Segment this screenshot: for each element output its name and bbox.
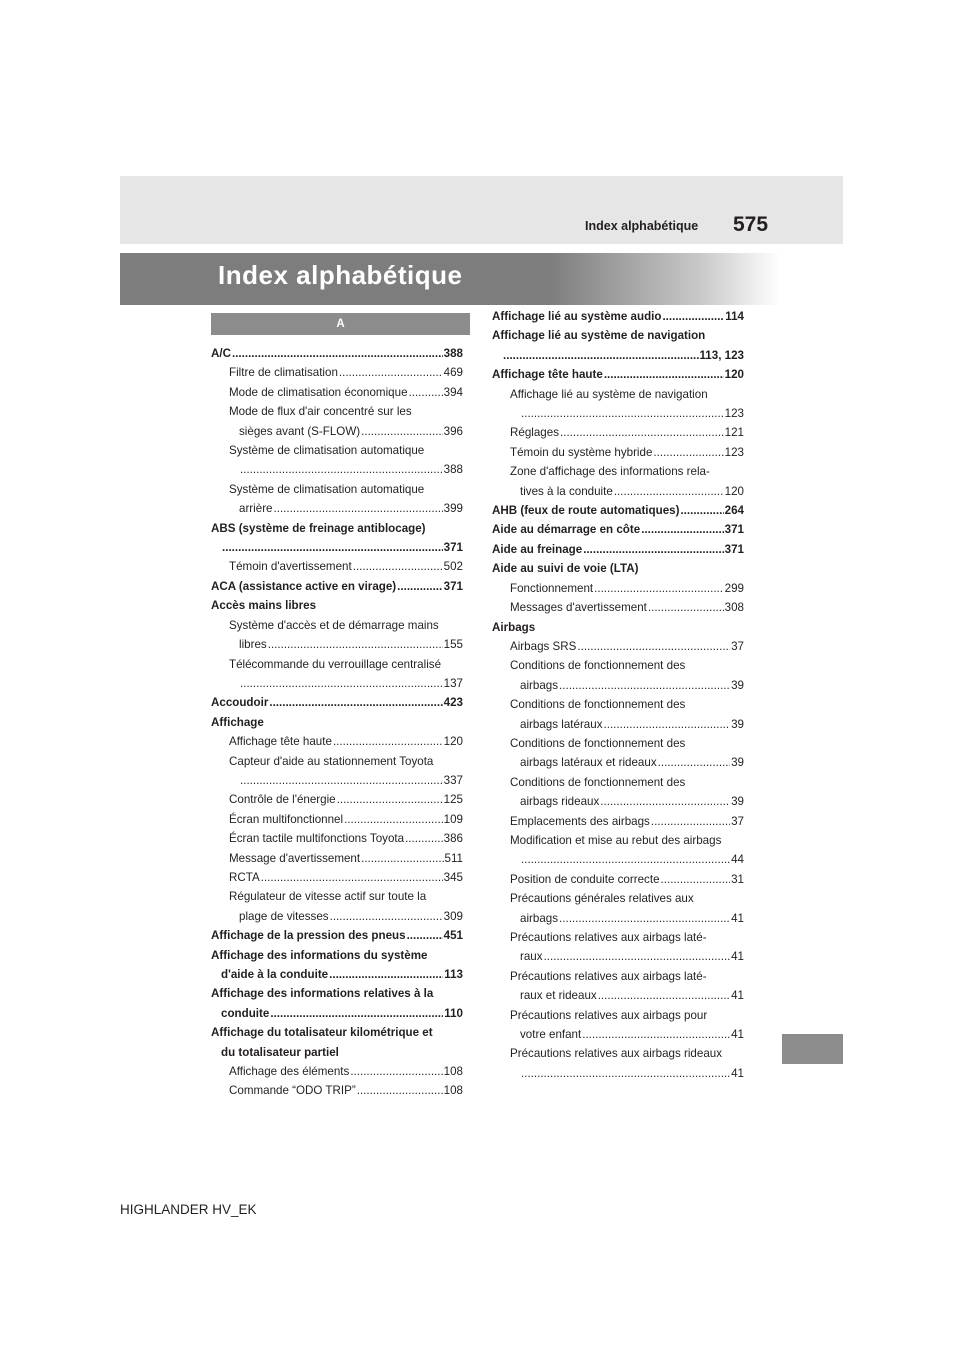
index-entry-text: libres	[239, 638, 267, 652]
dot-leader	[274, 499, 443, 518]
index-entry	[211, 790, 463, 809]
index-entry-page: 386	[443, 832, 463, 846]
index-entry-text: Témoin du système hybride	[510, 445, 653, 459]
index-entry-page: 31	[731, 872, 744, 886]
index-entry-text: Système de climatisation automatique	[229, 482, 425, 496]
index-entry-text: Affichage du totalisateur kilométrique et	[211, 1026, 433, 1040]
index-entry	[211, 965, 463, 984]
dot-leader	[333, 732, 443, 751]
dot-leader	[407, 926, 443, 945]
index-entry-text: Aide au freinage	[492, 542, 583, 556]
index-entry-text: Emplacements des airbags	[510, 814, 650, 828]
dot-leader	[357, 1081, 443, 1100]
dot-leader	[544, 947, 731, 966]
index-entry	[492, 792, 744, 811]
index-entry-page: 120	[443, 735, 463, 749]
index-entry-page: 264	[724, 504, 744, 518]
index-entry	[211, 1004, 463, 1023]
index-entry-page: 37	[731, 814, 744, 828]
dot-leader	[661, 870, 731, 889]
index-entry	[211, 596, 463, 615]
index-entry-text: airbags rideaux	[520, 795, 600, 809]
index-entry-page: 394	[443, 385, 463, 399]
dot-leader	[560, 423, 724, 442]
index-entry	[211, 538, 463, 557]
index-entry	[492, 637, 744, 656]
index-entry-page: 41	[731, 911, 744, 925]
index-entry	[492, 346, 744, 365]
index-entry-text: Conditions de fonctionnement des	[510, 775, 686, 789]
index-entry	[211, 887, 463, 906]
index-entry	[492, 598, 744, 617]
index-entry-text: airbags latéraux et rideaux	[520, 756, 657, 770]
index-entry	[211, 616, 463, 635]
index-entry-page: 371	[443, 579, 463, 593]
index-entry-text: Position de conduite correcte	[510, 872, 660, 886]
index-entry-text: d'aide à la conduite	[221, 968, 329, 981]
index-entry-text: Filtre de climatisation	[229, 366, 338, 380]
index-entry-page: 120	[724, 484, 744, 498]
index-entry-page: 114	[725, 310, 744, 323]
index-entry-text: airbags	[520, 911, 559, 925]
index-entry-text: Affichage des informations du système	[211, 948, 428, 962]
index-entry-text: Commande “ODO TRIP”	[229, 1084, 356, 1098]
index-entry	[492, 404, 744, 423]
index-entry-text: sièges avant (S-FLOW)	[239, 424, 361, 438]
index-entry-text: Écran tactile multifonctions Toyota	[229, 832, 405, 846]
index-entry	[492, 462, 744, 481]
index-entry	[492, 928, 744, 947]
index-entry-text: Affichage des informations relatives à la	[211, 987, 434, 1001]
index-entry-page: 41	[731, 1028, 744, 1042]
index-entry	[211, 771, 463, 790]
index-entry	[492, 365, 744, 384]
index-entry	[211, 752, 463, 771]
dot-leader	[240, 771, 443, 790]
index-entry	[211, 441, 463, 460]
index-entry-text: du totalisateur partiel	[221, 1045, 339, 1059]
index-entry-text: Aide au démarrage en côte	[492, 523, 641, 537]
running-title: Index alphabétique	[585, 219, 699, 233]
index-entry-text: Affichage de la pression des pneus	[211, 929, 406, 943]
dot-leader	[329, 965, 443, 984]
index-entry	[492, 734, 744, 753]
index-entry	[492, 443, 744, 462]
dot-leader	[614, 482, 724, 501]
index-entry-text: AHB (feux de route automatiques)	[492, 504, 680, 518]
page-number: 575	[733, 213, 769, 236]
index-entry-text: votre enfant	[520, 1028, 582, 1042]
index-entry-page: 371	[724, 542, 744, 556]
dot-leader	[337, 790, 443, 809]
index-entry	[492, 967, 744, 986]
dot-leader	[261, 868, 443, 887]
index-entry	[492, 482, 744, 501]
index-entry-page: 469	[443, 366, 463, 380]
index-entry-page: 388	[443, 347, 463, 360]
dot-leader	[600, 792, 730, 811]
dot-leader	[559, 676, 730, 695]
index-entry-page: 39	[731, 795, 744, 809]
index-entry-text: Airbags SRS	[510, 639, 577, 653]
index-entry-page: 113, 123	[699, 348, 744, 362]
index-column-right	[492, 307, 744, 1083]
index-entry	[211, 499, 463, 518]
index-entry-page: 41	[731, 989, 744, 1003]
dot-leader	[232, 344, 443, 363]
index-entry	[492, 1044, 744, 1063]
index-entry	[492, 850, 744, 869]
index-entry-page: 137	[443, 676, 463, 690]
index-entry-text: Conditions de fonctionnement des	[510, 698, 686, 712]
index-entry-text: Zone d'affichage des informations rela-	[510, 465, 710, 479]
dot-leader	[521, 1064, 730, 1083]
section-letter-header: A	[211, 313, 470, 335]
index-entry-page: 113	[444, 968, 463, 981]
index-entry-page: 39	[731, 678, 744, 692]
dot-leader	[240, 460, 443, 479]
index-entry	[211, 907, 463, 926]
index-entry-text: Conditions de fonctionnement des	[510, 659, 686, 673]
dot-leader	[680, 501, 723, 520]
index-entry-page: 337	[443, 773, 463, 787]
index-entry	[492, 715, 744, 734]
dot-leader	[240, 674, 443, 693]
index-entry	[211, 946, 463, 965]
index-entry-text: Affichage lié au système audio	[492, 310, 662, 323]
section-tab	[782, 1034, 843, 1064]
index-entry	[211, 849, 463, 868]
dot-leader	[222, 538, 443, 557]
dot-leader	[353, 557, 443, 576]
dot-leader	[339, 363, 443, 382]
dot-leader	[658, 753, 730, 772]
index-entry-page: 120	[724, 368, 744, 382]
index-entry	[492, 812, 744, 831]
index-entry	[492, 753, 744, 772]
dot-leader	[269, 693, 442, 712]
dot-leader	[582, 1025, 730, 1044]
index-entry-text: ACA (assistance active en virage)	[211, 579, 397, 593]
dot-leader	[330, 907, 443, 926]
dot-leader	[559, 909, 730, 928]
index-entry	[211, 926, 463, 945]
index-entry-text: Système d'accès et de démarrage mains	[229, 618, 439, 632]
index-entry-page: 44	[731, 853, 744, 867]
index-entry	[492, 889, 744, 908]
index-entry-text: Message d'avertissement	[229, 851, 361, 865]
index-entry	[211, 635, 463, 654]
dot-leader	[397, 577, 443, 596]
index-entry	[211, 480, 463, 499]
index-entry	[492, 947, 744, 966]
index-entry-text: Réglages	[510, 426, 559, 440]
dot-leader	[598, 986, 730, 1005]
index-entry-text: Contrôle de l'énergie	[229, 793, 336, 807]
index-entry-text: A/C	[211, 347, 231, 360]
index-entry-text: Capteur d'aide au stationnement Toyota	[229, 754, 434, 768]
index-entry-text: Précautions relatives aux airbags pour	[510, 1008, 708, 1022]
dot-leader	[651, 812, 730, 831]
index-entry-text: Télécommande du verrouillage centralisé	[229, 657, 442, 671]
index-entry	[492, 1064, 744, 1083]
index-entry-text: Aide au suivi de voie (LTA)	[492, 562, 639, 576]
dot-leader	[361, 422, 443, 441]
index-entry-text: airbags	[520, 678, 559, 692]
index-entry	[211, 674, 463, 693]
index-entry-text: Affichage lié au système de navigation	[510, 387, 708, 401]
dot-leader	[662, 307, 724, 326]
index-entry	[211, 1023, 463, 1042]
index-entry-page: 39	[731, 717, 744, 731]
index-entry-page: 123	[724, 445, 744, 459]
index-column-left	[211, 344, 463, 1101]
index-entry-text: Fonctionnement	[510, 581, 594, 595]
index-entry	[211, 363, 463, 382]
page-title: Index alphabétique	[218, 260, 463, 290]
index-entry	[492, 695, 744, 714]
index-entry	[492, 307, 744, 326]
index-entry-page: 309	[443, 909, 463, 923]
index-entry-page: 108	[443, 1065, 463, 1079]
dot-leader	[577, 637, 730, 656]
index-entry-page: 388	[443, 463, 463, 477]
index-entry-text: Messages d'avertissement	[510, 601, 647, 615]
index-entry-page: 502	[443, 560, 463, 574]
index-entry-page: 121	[724, 426, 744, 440]
index-entry	[492, 618, 744, 637]
index-entry-text: RCTA	[229, 870, 260, 884]
index-entry-text: Affichage tête haute	[492, 368, 603, 382]
index-entry	[211, 460, 463, 479]
index-entry-text: Airbags	[492, 620, 536, 634]
index-entry	[492, 520, 744, 539]
index-entry-page: 511	[444, 851, 463, 865]
index-entry-page: 345	[443, 870, 463, 884]
index-entry-text: ABS (système de freinage antiblocage)	[211, 521, 426, 535]
index-entry	[211, 713, 463, 732]
index-entry-page: 109	[443, 812, 463, 826]
index-entry-text: Accès mains libres	[211, 599, 317, 613]
dot-leader	[344, 810, 443, 829]
index-entry-text: arrière	[239, 502, 273, 516]
index-entry	[492, 423, 744, 442]
index-entry	[211, 829, 463, 848]
index-entry-text: Précautions relatives aux airbags rideaux	[510, 1047, 723, 1061]
index-entry-page: 41	[731, 1066, 744, 1080]
dot-leader	[361, 849, 443, 868]
index-entry	[211, 732, 463, 751]
index-entry-page: 423	[443, 696, 463, 710]
dot-leader	[653, 443, 723, 462]
index-entry	[492, 773, 744, 792]
index-entry-page: 41	[731, 950, 744, 964]
index-entry-page: 123	[724, 407, 744, 421]
footer-model-code: HIGHLANDER HV_EK	[120, 1202, 257, 1217]
index-entry-page: 108	[443, 1084, 463, 1098]
dot-leader	[521, 404, 724, 423]
index-entry	[211, 655, 463, 674]
index-entry	[492, 676, 744, 695]
index-entry-text: Précautions générales relatives aux	[510, 892, 694, 906]
dot-leader	[409, 383, 443, 402]
index-entry-text: Mode de climatisation économique	[229, 385, 408, 399]
index-entry	[211, 402, 463, 421]
index-entry-page: 451	[443, 929, 463, 943]
index-entry-page: 155	[443, 638, 463, 652]
index-entry-text: airbags latéraux	[520, 717, 603, 731]
index-entry	[492, 540, 744, 559]
index-entry-text: Affichage	[211, 715, 264, 729]
index-entry	[492, 579, 744, 598]
dot-leader	[648, 598, 724, 617]
index-entry-page: 371	[724, 523, 744, 537]
index-entry-text: raux	[520, 950, 543, 964]
index-entry-text: Précautions relatives aux airbags laté-	[510, 969, 707, 983]
index-entry-text: Système de climatisation automatique	[229, 444, 425, 458]
index-entry-text: Modification et mise au rebut des airbags	[510, 833, 722, 847]
dot-leader	[604, 715, 731, 734]
index-entry-page: 371	[443, 541, 463, 555]
dot-leader	[521, 850, 730, 869]
index-entry-text: Témoin d'avertissement	[229, 560, 352, 574]
index-entry-page: 399	[443, 502, 463, 516]
index-entry-text: conduite	[221, 1006, 270, 1020]
index-entry-page: 39	[731, 756, 744, 770]
index-entry	[492, 326, 744, 345]
dot-leader	[594, 579, 724, 598]
index-entry	[211, 1062, 463, 1081]
index-entry	[492, 501, 744, 520]
index-entry-page: 125	[443, 793, 463, 807]
index-entry-text: tives à la conduite	[520, 484, 613, 498]
index-entry-page: 299	[724, 581, 744, 595]
index-entry	[492, 1006, 744, 1025]
index-entry	[492, 656, 744, 675]
index-entry	[211, 1081, 463, 1100]
index-entry	[492, 559, 744, 578]
index-entry-text: Précautions relatives aux airbags laté-	[510, 931, 707, 944]
index-entry	[211, 1043, 463, 1062]
index-entry-page: 308	[724, 601, 744, 615]
index-entry	[492, 909, 744, 928]
index-entry	[211, 344, 463, 363]
index-entry-text: Mode de flux d'air concentré sur les	[229, 405, 412, 419]
dot-leader	[604, 365, 724, 384]
dot-leader	[641, 520, 723, 539]
index-entry-text: Affichage lié au système de navigation	[492, 329, 706, 343]
index-entry	[492, 870, 744, 889]
index-entry-text: Affichage tête haute	[229, 735, 332, 749]
dot-leader	[350, 1062, 442, 1081]
index-entry	[492, 1025, 744, 1044]
index-entry-text: Régulateur de vitesse actif sur toute la	[229, 890, 427, 904]
dot-leader	[270, 1004, 443, 1023]
index-entry	[211, 383, 463, 402]
index-entry-page: 37	[731, 639, 744, 653]
index-entry	[211, 422, 463, 441]
index-entry	[211, 519, 463, 538]
index-entry	[211, 557, 463, 576]
index-entry	[211, 577, 463, 596]
dot-leader	[583, 540, 723, 559]
index-entry-text: Conditions de fonctionnement des	[510, 736, 686, 750]
dot-leader	[405, 829, 443, 848]
dot-leader	[503, 346, 699, 365]
index-entry-text: Affichage des éléments	[229, 1065, 350, 1079]
index-entry	[211, 810, 463, 829]
index-entry-text: raux et rideaux	[520, 989, 597, 1003]
index-entry	[492, 986, 744, 1005]
index-entry-text: plage de vitesses	[239, 909, 329, 923]
dot-leader	[268, 635, 443, 654]
index-entry	[211, 984, 463, 1003]
index-entry-text: Accoudoir	[211, 696, 269, 710]
index-entry	[492, 831, 744, 850]
index-entry	[211, 868, 463, 887]
index-entry-text: Écran multifonctionnel	[229, 812, 344, 826]
index-entry-page: 396	[443, 424, 463, 438]
index-entry-page: 110	[444, 1006, 463, 1020]
index-entry	[211, 693, 463, 712]
index-entry	[492, 385, 744, 404]
